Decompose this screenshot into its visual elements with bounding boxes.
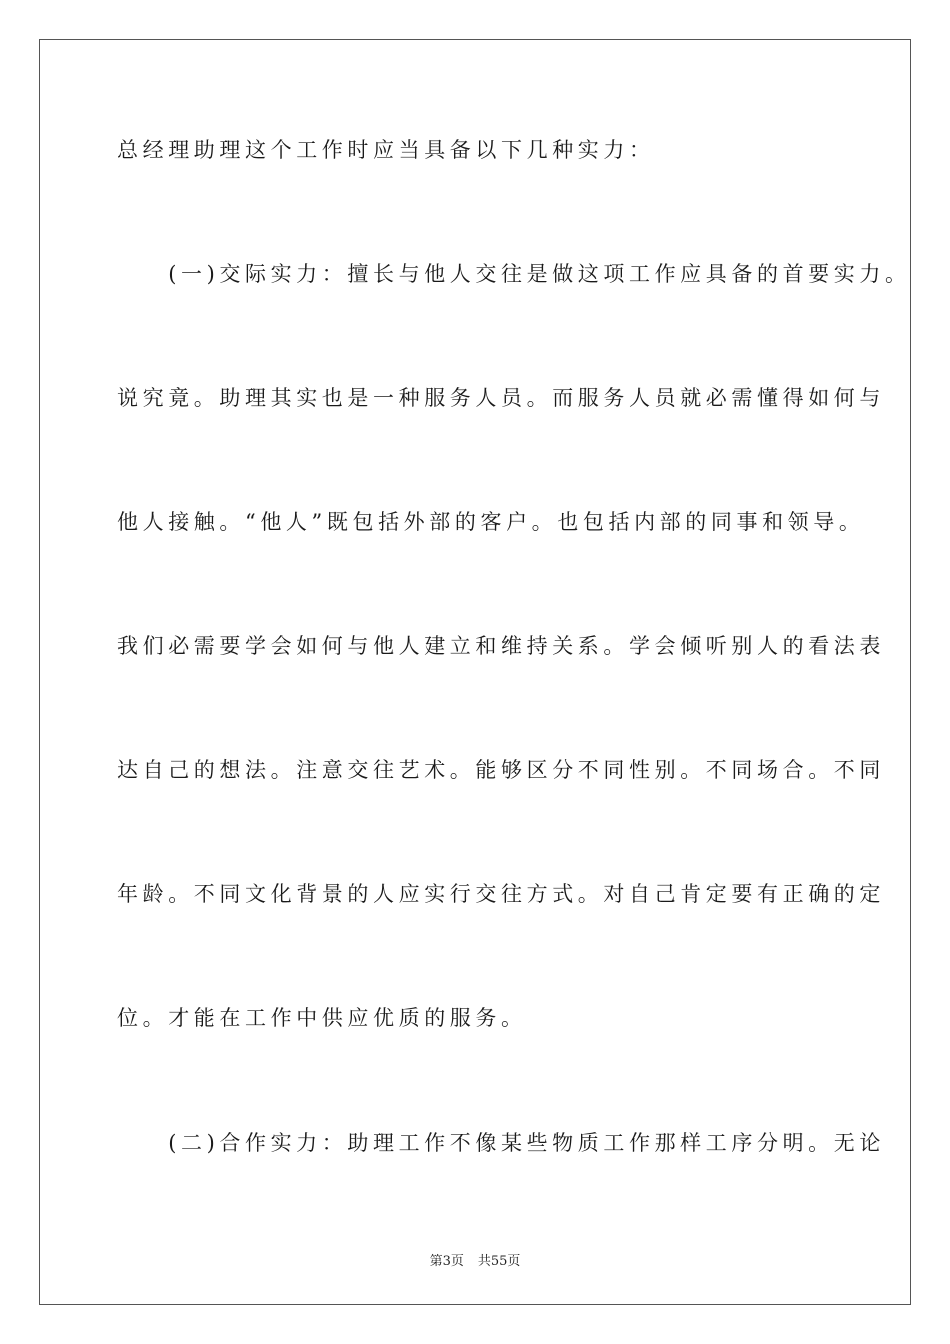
text-line-4: 他人接触。“他人”既包括外部的客户。也包括内部的同事和领导。 [117,510,865,534]
text-line-5: 我们必需要学会如何与他人建立和维持关系。学会倾听别人的看法表 [117,634,885,658]
page-border [39,39,911,1305]
text-line-7: 年龄。不同文化背景的人应实行交往方式。对自己肯定要有正确的定 [117,882,885,906]
text-line-2: (一)交际实力：擅长与他人交往是做这项工作应具备的首要实力。 [117,262,911,286]
text-line-1: 总经理助理这个工作时应当具备以下几种实力： [117,138,655,162]
text-line-8: 位。才能在工作中供应优质的服务。 [117,1006,527,1030]
page-footer [0,1250,950,1269]
page-number: 第3页 [429,1254,464,1269]
text-line-9: (二)合作实力：助理工作不像某些物质工作那样工序分明。无论 [117,1131,885,1155]
text-line-3: 说究竟。助理其实也是一种服务人员。而服务人员就必需懂得如何与 [117,386,885,410]
text-line-6: 达自己的想法。注意交往艺术。能够区分不同性别。不同场合。不同 [117,758,885,782]
page-total: 共55页 [477,1254,521,1269]
